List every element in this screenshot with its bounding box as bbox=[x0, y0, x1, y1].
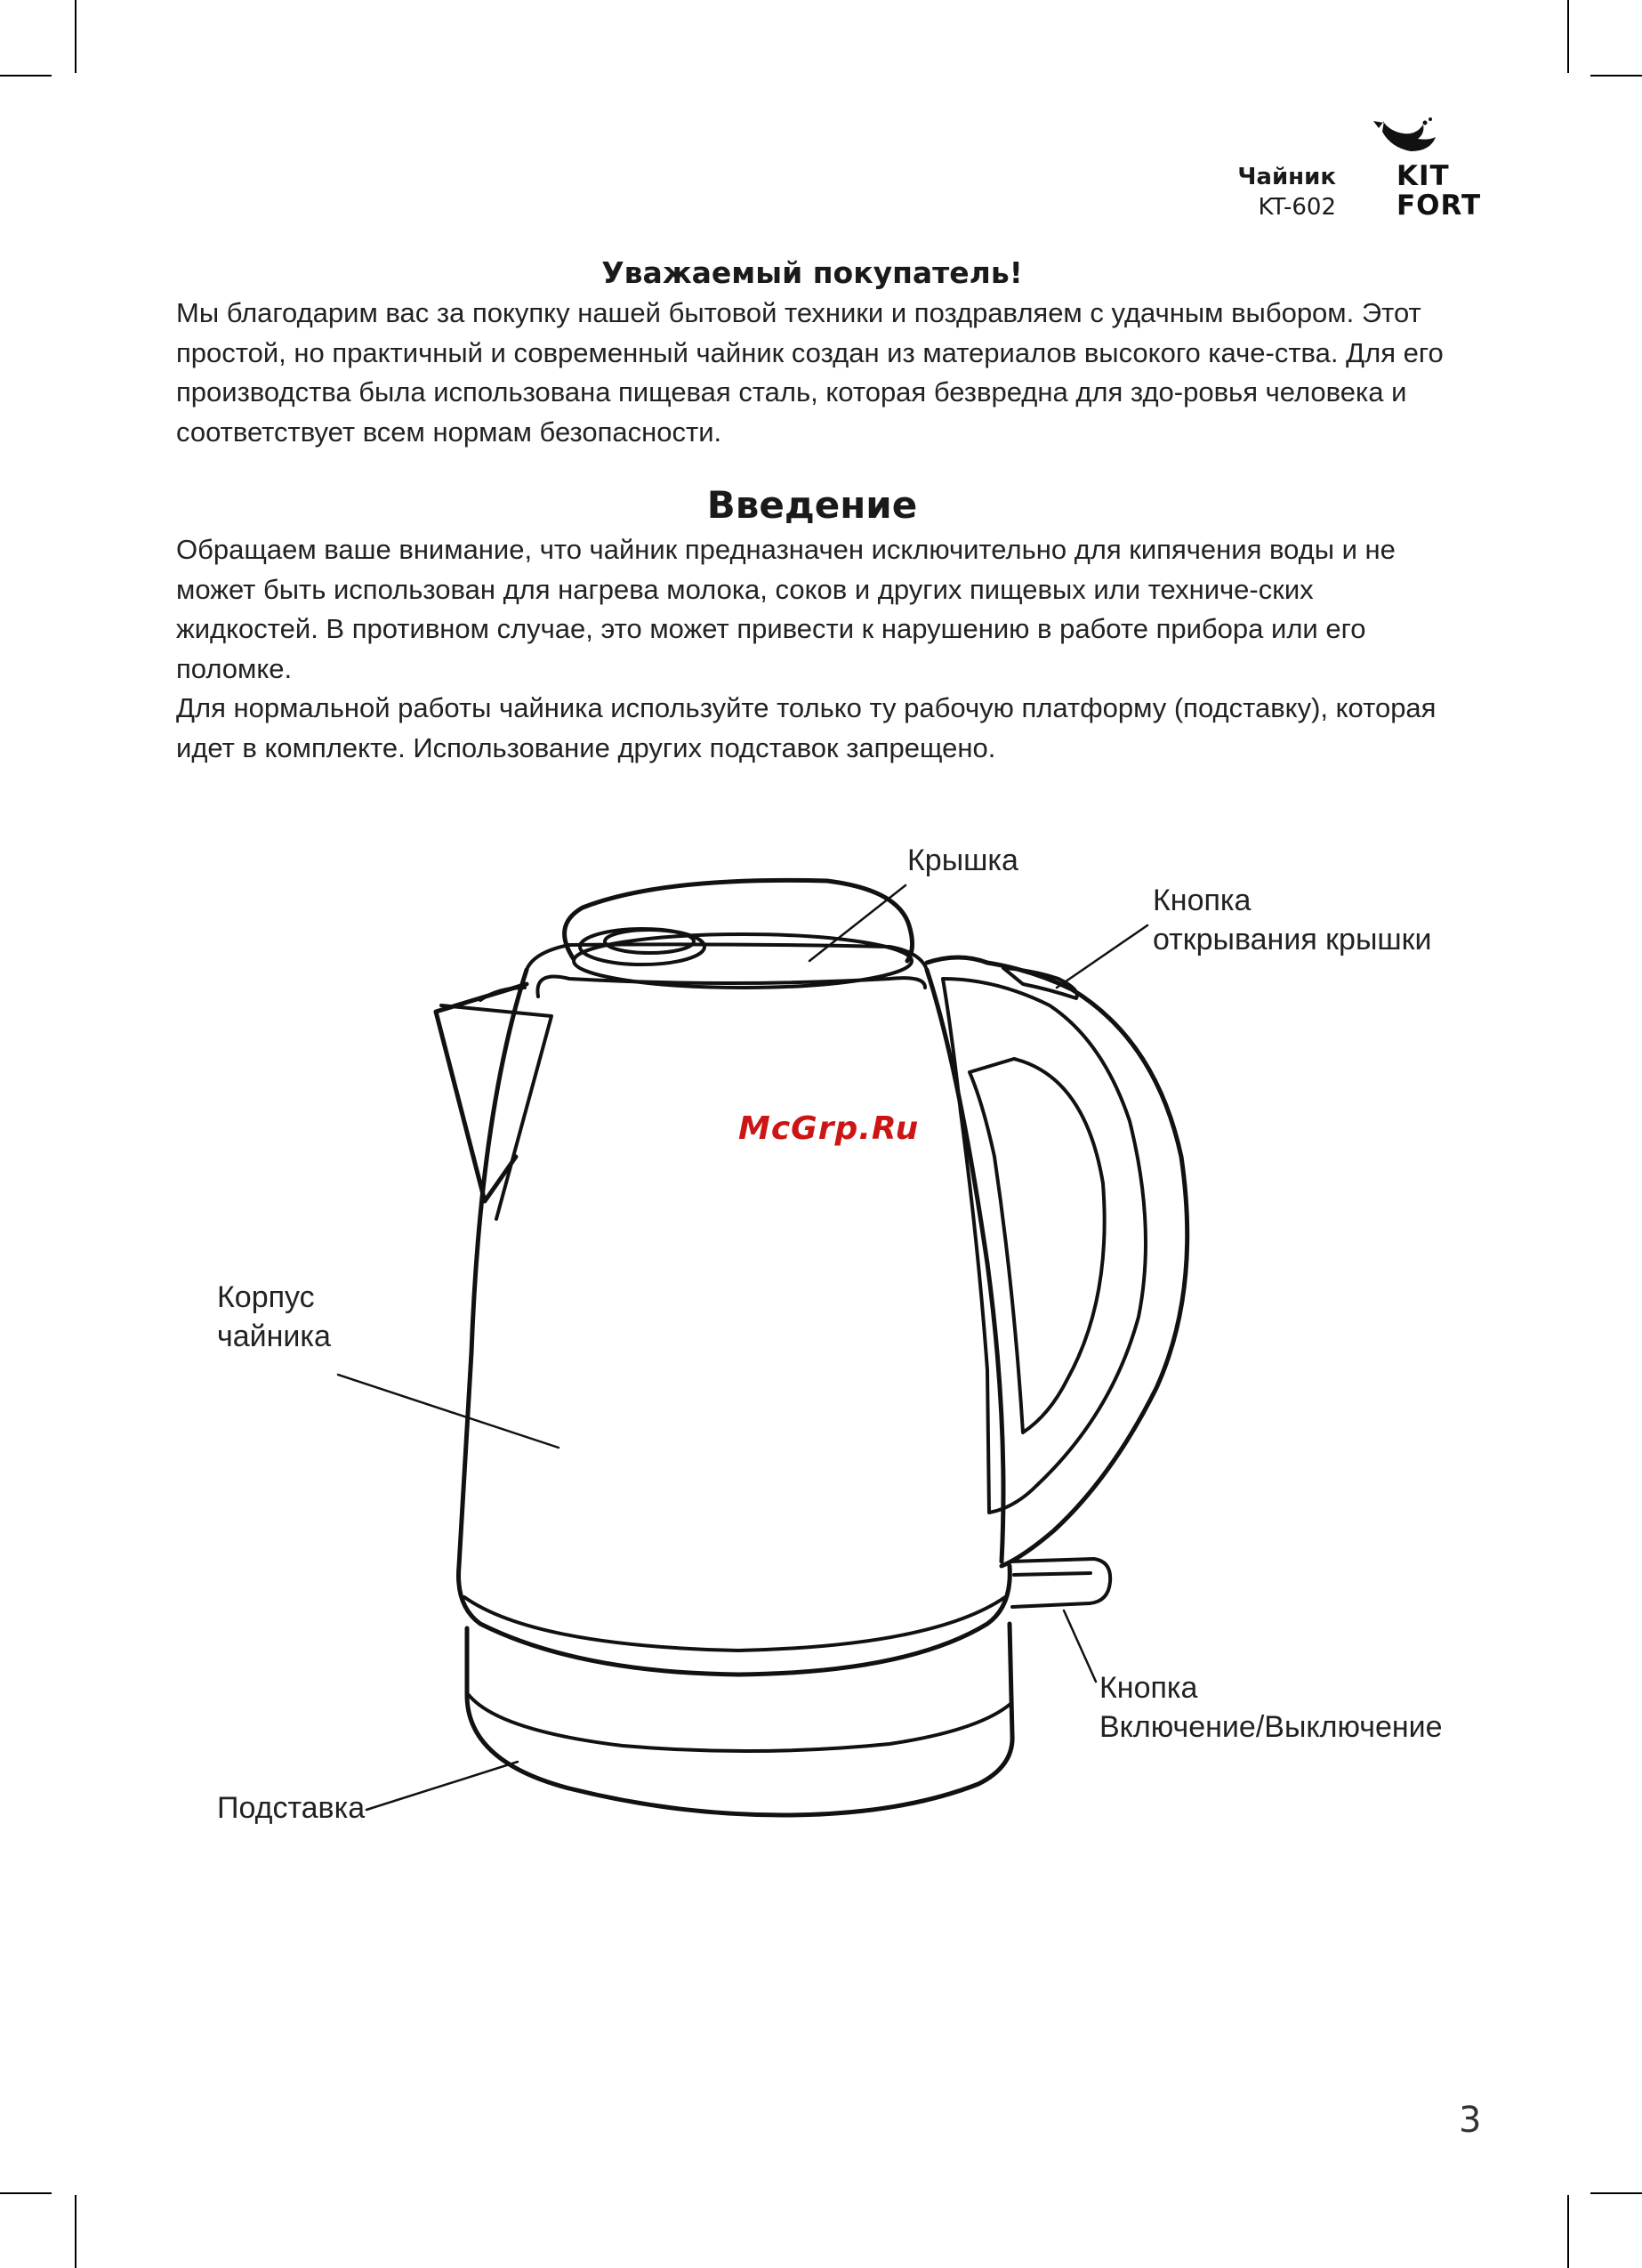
label-lid-button-line-1: Кнопка bbox=[1153, 884, 1252, 917]
greeting-title: Уважаемый покупатель! bbox=[601, 255, 1023, 290]
label-body-line-1: Корпус bbox=[217, 1280, 315, 1314]
label-power-button bbox=[1099, 1668, 1443, 1747]
label-power-button-line-1: Кнопка bbox=[1099, 1671, 1198, 1705]
leader-line-lid-button bbox=[1057, 925, 1147, 988]
label-body-line-2: чайника bbox=[217, 1320, 331, 1353]
section-title: Введение bbox=[706, 483, 918, 527]
label-body bbox=[217, 1278, 331, 1356]
greeting-paragraph: Мы благодарим вас за покупку нашей бытовой техники и поздравляем с удачным выбором. Этот простой, но практичный и современный чайник создан из материалов высокого каче-ства. Для его производства была использована пищевая сталь, которая безвредна для здо-ровья человека и соответствует всем нормам безопасности. bbox=[176, 297, 1444, 448]
leader-line-power bbox=[1064, 1610, 1096, 1682]
product-model: KT-602 bbox=[1258, 194, 1336, 221]
kettle-handle bbox=[927, 957, 1187, 1566]
intro-paragraph-1: Обращаем ваше внимание, что чайник предназначен исключительно для кипячения воды и не может быть использован для нагрева молока, соков и других пищевых или техниче-ских жидкостей. В противном случае, это может привести к нарушению в работе прибора или его поломке. bbox=[176, 534, 1396, 684]
page-number: 3 bbox=[1459, 2100, 1482, 2141]
label-base: Подставка bbox=[217, 1791, 366, 1825]
power-switch bbox=[1010, 1559, 1110, 1607]
intro-paragraph-2: Для нормальной работы чайника используйте только ту рабочую платформу (подставку), которая идет в комплекте. Использование других подставок запрещено. bbox=[176, 692, 1437, 763]
kettle-shoulder bbox=[527, 944, 927, 970]
label-lid-button bbox=[1153, 881, 1432, 959]
lid-release-button bbox=[1003, 968, 1077, 998]
brand-line-2: FORT bbox=[1397, 190, 1482, 222]
kettle-collar bbox=[459, 1566, 1010, 1675]
leader-line-body bbox=[338, 1375, 559, 1448]
brand-line-1: KIT bbox=[1397, 160, 1450, 192]
product-name: Чайник bbox=[1237, 164, 1336, 190]
label-lid: Крышка bbox=[907, 843, 1018, 877]
label-power-button-line-2: Включение/Выключение bbox=[1099, 1710, 1443, 1744]
leader-line-base bbox=[366, 1762, 518, 1810]
watermark: McGrp.Ru bbox=[738, 1110, 920, 1147]
kettle-base bbox=[467, 1624, 1012, 1815]
label-lid-button-line-2: открывания крышки bbox=[1153, 923, 1432, 956]
